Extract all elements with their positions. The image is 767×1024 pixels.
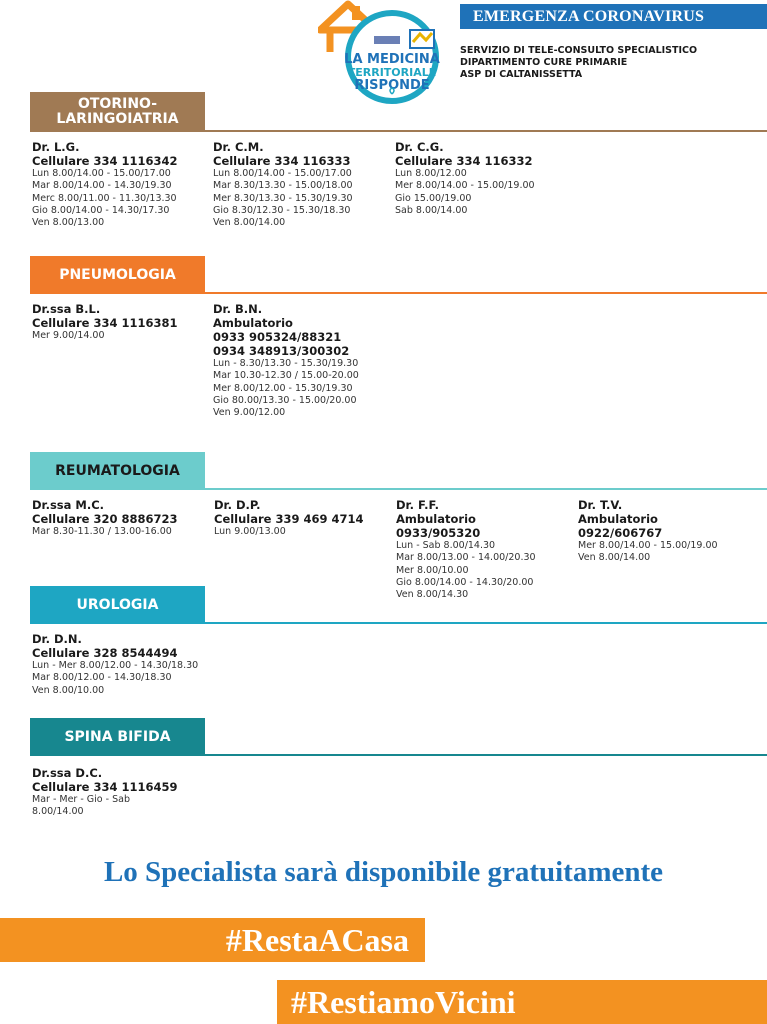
- doctor-hours: Mar 10.30-12.30 / 15.00-20.00: [213, 370, 359, 382]
- doctor-hours: Mar 8.00/14.00 - 14.30/19.30: [32, 180, 172, 192]
- doctor-hours: Lun - Mer 8.00/12.00 - 14.30/18.30: [32, 660, 199, 671]
- doctor-hours: Mar 8.30/13.30 - 15.00/18.00: [213, 180, 353, 192]
- doctor-hours: Lun 8.00/12.00: [395, 168, 467, 179]
- doctor-card: [396, 498, 536, 601]
- doctor-hours: Gio 8.00/14.00 - 14.30/20.00: [396, 576, 534, 588]
- doctor-hours: Sab 8.00/14.00: [395, 204, 468, 216]
- hashtag-restiamo-vicini: #RestiamoVicini: [277, 980, 767, 1024]
- doctor-hours: Gio 8.00/14.00 - 14.30/17.30: [32, 204, 170, 216]
- logo-la-medicina-territoriale-risponde: [318, 0, 453, 104]
- doctor-card: [32, 498, 178, 538]
- section-header-reumatologia: [30, 452, 205, 490]
- section-header-pneumologia: [30, 256, 205, 294]
- logo-text-line-3: RISPONDE: [354, 78, 430, 93]
- doctor-name: Dr.ssa D.C.: [32, 766, 103, 780]
- doctor-phone: 0933 905324/88321: [213, 330, 342, 344]
- service-line: SERVIZIO DI TELE-CONSULTO SPECIALISTICO: [460, 45, 698, 56]
- section-title: SPINA BIFIDA: [64, 728, 171, 745]
- doctor-hours: Mer 9.00/14.00: [32, 330, 105, 341]
- doctor-hours: Lun 9.00/13.00: [214, 526, 286, 537]
- doctor-hours: Mer 8.30/13.30 - 15.30/19.30: [213, 192, 353, 204]
- doctor-name: Dr.ssa M.C.: [32, 498, 105, 512]
- doctor-name: Dr. C.M.: [213, 140, 264, 154]
- emergency-banner: EMERGENZA CORONAVIRUS: [460, 4, 767, 29]
- doctor-phone: Cellulare 334 1116342: [32, 154, 178, 168]
- doctor-hours: Lun - 8.30/13.30 - 15.30/19.30: [213, 358, 359, 369]
- doctor-name: Dr. D.N.: [32, 632, 82, 646]
- doctor-hours: Gio 8.30/12.30 - 15.30/18.30: [213, 204, 351, 216]
- logo-graphic: [318, 0, 453, 104]
- section-divider: [205, 622, 767, 624]
- doctor-hours: Mar - Mer - Gio - Sab: [32, 794, 130, 805]
- doctor-hours: Ven 8.00/14.30: [396, 589, 469, 601]
- doctor-hours: Merc 8.00/11.00 - 11.30/13.30: [32, 192, 177, 204]
- hashtag-resta-a-casa: #RestaACasa: [0, 918, 425, 962]
- doctor-card: [578, 498, 718, 565]
- doctor-phone: Cellulare 339 469 4714: [214, 512, 364, 526]
- section-title: REUMATOLOGIA: [55, 462, 180, 479]
- doctor-hours: Mer 8.00/14.00 - 15.00/19.00: [578, 540, 718, 551]
- doctor-card: [395, 140, 535, 217]
- doctor-name: Dr. C.G.: [395, 140, 444, 154]
- doctor-hours: Ven 8.00/10.00: [32, 684, 105, 696]
- section-divider: [205, 488, 767, 490]
- doctor-name: Dr. B.N.: [213, 302, 263, 316]
- section-divider: [205, 130, 767, 132]
- doctor-phone: Cellulare 320 8886723: [32, 512, 178, 526]
- doctor-phone: 0933/905320: [396, 526, 481, 540]
- doctor-card: [32, 302, 178, 342]
- doctor-hours: Gio 15.00/19.00: [395, 192, 472, 204]
- service-description: [460, 45, 697, 81]
- doctor-phone: 0934 348913/300302: [213, 344, 350, 358]
- doctor-hours: Gio 80.00/13.30 - 15.00/20.00: [213, 394, 357, 406]
- doctor-name: Dr.ssa B.L.: [32, 302, 101, 316]
- logo-text-line-2: TERRITORIALE: [347, 66, 437, 79]
- doctor-hours: Ven 8.00/14.00: [578, 552, 651, 564]
- doctor-phone: Cellulare 334 1116381: [32, 316, 178, 330]
- doctor-hours: Mer 8.00/14.00 - 15.00/19.00: [395, 180, 535, 192]
- doctor-phone: Ambulatorio: [578, 512, 658, 526]
- doctor-name: Dr. T.V.: [578, 498, 623, 512]
- doctor-hours: Mer 8.00/12.00 - 15.30/19.30: [213, 382, 353, 394]
- doctor-hours: Lun 8.00/14.00 - 15.00/17.00: [32, 168, 171, 179]
- doctor-hours: Ven 8.00/13.00: [32, 217, 105, 229]
- logo-text-line-1: LA MEDICINA: [344, 52, 440, 67]
- doctor-phone: Cellulare 328 8544494: [32, 646, 178, 660]
- service-line: DIPARTIMENTO CURE PRIMARIE: [460, 57, 628, 68]
- doctor-card: [32, 766, 178, 819]
- section-divider: [205, 292, 767, 294]
- doctor-card: [213, 302, 359, 419]
- doctor-hours: Mer 8.00/10.00: [396, 564, 469, 576]
- doctor-card: [32, 632, 198, 697]
- section-header-spina-bifida: [30, 718, 205, 756]
- section-title: LARINGOIATRIA: [56, 111, 179, 127]
- doctor-hours: 8.00/14.00: [32, 806, 84, 818]
- doctor-phone: 0922/606767: [578, 526, 663, 540]
- doctor-phone: Ambulatorio: [396, 512, 476, 526]
- doctor-hours: Lun 8.00/14.00 - 15.00/17.00: [213, 168, 352, 179]
- doctor-hours: Mar 8.30-11.30 / 13.00-16.00: [32, 526, 172, 537]
- doctor-phone: Ambulatorio: [213, 316, 293, 330]
- doctor-card: [213, 140, 353, 229]
- doctor-phone: Cellulare 334 1116459: [32, 780, 178, 794]
- doctor-hours: Lun - Sab 8.00/14.30: [396, 540, 496, 551]
- doctor-hours: Mar 8.00/13.00 - 14.00/20.30: [396, 552, 536, 564]
- doctor-phone: Cellulare 334 116333: [213, 154, 351, 168]
- service-line: ASP DI CALTANISSETTA: [460, 69, 583, 80]
- section-header-urologia: [30, 586, 205, 624]
- doctor-name: Dr. F.F.: [396, 498, 440, 512]
- free-service-tagline: Lo Specialista sarà disponibile gratuitamente: [103, 856, 664, 888]
- doctor-name: Dr. L.G.: [32, 140, 80, 154]
- section-title: PNEUMOLOGIA: [59, 266, 176, 283]
- doctor-hours: Ven 9.00/12.00: [213, 407, 286, 419]
- doctor-hours: Mar 8.00/12.00 - 14.30/18.30: [32, 672, 172, 684]
- section-title: OTORINO-: [77, 96, 158, 112]
- section-header-otorinolaringoiatria: [30, 92, 205, 132]
- doctor-hours: Ven 8.00/14.00: [213, 217, 286, 229]
- doctor-card: [32, 140, 178, 229]
- doctor-phone: Cellulare 334 116332: [395, 154, 533, 168]
- doctor-card: [214, 498, 364, 538]
- doctor-name: Dr. D.P.: [214, 498, 261, 512]
- section-title: UROLOGIA: [76, 596, 159, 613]
- section-divider: [205, 754, 767, 756]
